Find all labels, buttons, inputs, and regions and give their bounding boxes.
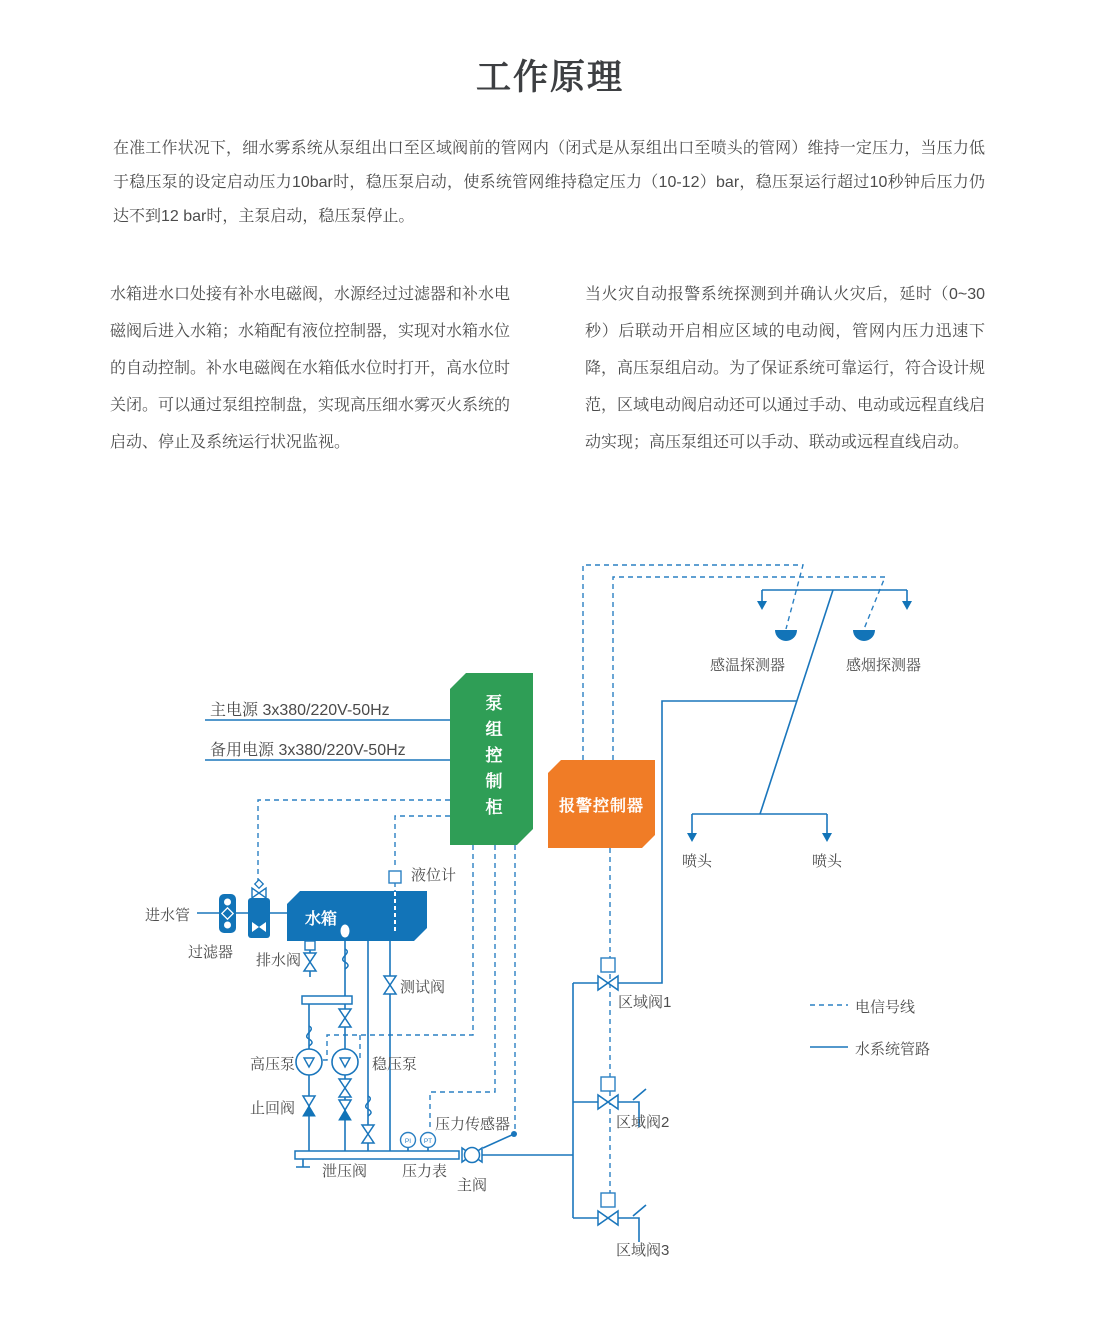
hp-pump-label: 高压泵: [250, 1056, 296, 1073]
level-gauge-label: 液位计: [411, 867, 457, 884]
pump-manifold: [295, 1151, 459, 1159]
pressure-gauge-label: 压力表: [402, 1163, 448, 1180]
page-title: 工作原理: [475, 58, 624, 97]
relief-valve-label: 泄压阀: [322, 1163, 368, 1180]
solenoid-valve-symbol: [248, 880, 270, 938]
lower-sprinkler-branch: [692, 814, 827, 833]
pressure-gauge-pi: [401, 1133, 416, 1148]
inlet-pipe-label: 进水管: [145, 907, 191, 924]
intro-paragraph: 在准工作状况下，细水雾系统从泵组出口至区域阀前的管网内（闭式是从泵组出口至喷头的管网）维持一定压力，当压力低于稳压泵的设定启动压力10bar时，稳压泵启动，使系统管网维持稳定压力（10-12）bar，稳压泵运行超过10秒钟后压力仍达不到12 bar时，主泵启动，稳压泵停止。: [113, 140, 985, 225]
level-gauge-head: [389, 871, 401, 883]
sprinkler-diagonal: [760, 590, 833, 814]
check-valve-label: 止回阀: [250, 1100, 296, 1117]
drain-valve-symbol: [304, 953, 316, 971]
stab-pump-symbol: [332, 1049, 358, 1075]
test-valve-label: 测试阀: [400, 979, 446, 996]
tank-outlet-port: [341, 925, 350, 938]
main-valve-symbol: [462, 1148, 482, 1163]
legend-water-label: 水系统管路: [855, 1041, 931, 1058]
svg-text:PT: PT: [423, 1138, 433, 1145]
filter-label: 过滤器: [188, 944, 234, 961]
zone-valve2-symbol: [598, 1077, 618, 1109]
nozzle-label-left: 喷头: [682, 853, 713, 870]
smoke-detector-icon: [853, 630, 875, 641]
zone3-branch: [573, 1205, 646, 1242]
zone-valve1-label: 区域阀1: [618, 994, 672, 1011]
nozzle-arrow-top-right: [902, 601, 912, 610]
nozzle-arrow-right: [822, 833, 832, 842]
nozzle-label-right: 喷头: [812, 853, 843, 870]
backup-power-label: 备用电源 3x380/220V-50Hz: [210, 742, 406, 759]
drain-stub: [305, 941, 315, 950]
top-sprinkler-branch: [762, 590, 907, 601]
stab-outlet-valve: [339, 1079, 351, 1097]
hp-pump-symbol: [296, 1049, 322, 1075]
signal-lines: [258, 565, 885, 1193]
pressure-gauge-pt: [421, 1133, 436, 1148]
hp-check-valve-symbol: [303, 1096, 315, 1116]
heat-detector-label: 感温探测器: [710, 657, 786, 674]
pump-cabinet-label: 泵组控制柜: [482, 694, 502, 824]
nozzle-arrow-left: [687, 833, 697, 842]
zone-valve1-symbol: [598, 958, 618, 990]
suction-header: [302, 996, 352, 1004]
alarm-controller-label: 报警控制器: [558, 797, 644, 815]
drain-valve-label: 排水阀: [256, 952, 302, 969]
relief-valve-symbol: [362, 1125, 374, 1143]
signal-level-gauge: [395, 816, 450, 869]
manifold-anchor: [296, 1159, 310, 1167]
test-valve-symbol: [384, 976, 396, 994]
main-valve-label: 主阀: [457, 1177, 488, 1194]
pressure-sensor-dot: [511, 1131, 517, 1137]
left-column-paragraph: 水箱进水口处接有补水电磁阀，水源经过过滤器和补水电磁阀后进入水箱；水箱配有液位控制器，实现对水箱水位的自动控制。补水电磁阀在水箱低水位时打开，高水位时关闭。可以通过泵组控制盘，实现高压细水雾灭火系统的启动、停止及系统运行状况监视。: [110, 286, 511, 451]
stab-inlet-valve: [339, 1009, 351, 1027]
nozzle-arrow-top-left: [757, 601, 767, 610]
sensor-tap-line: [483, 1134, 514, 1148]
pressure-sensor-label: 压力传感器: [435, 1116, 511, 1133]
signal-stab-pump: [358, 1035, 360, 1060]
water-tank-label: 水箱: [305, 911, 338, 928]
svg-text:PI: PI: [404, 1138, 412, 1145]
heat-detector-icon: [775, 630, 797, 641]
main-power-label: 主电源 3x380/220V-50Hz: [210, 702, 390, 719]
smoke-detector-label: 感烟探测器: [846, 657, 922, 674]
filter-symbol: [219, 894, 236, 933]
zone-valve3-label: 区域阀3: [616, 1242, 670, 1259]
right-column-paragraph: 当火灾自动报警系统探测到并确认火灾后，延时（0~30秒）后联动开启相应区域的电动阀，管网内压力迅速下降，高压泵组启动。为了保证系统可靠运行，符合设计规范，区域电动阀启动还可以通过手动、电动或远程直线启动实现；高压泵组还可以手动、联动或远程直线启动。: [585, 286, 986, 451]
stab-check-valve-symbol: [339, 1100, 351, 1120]
stab-pump-label: 稳压泵: [372, 1056, 418, 1073]
zone-valve2-label: 区域阀2: [616, 1114, 670, 1131]
zone-valve3-symbol: [598, 1193, 618, 1225]
legend-signal-label: 电信号线: [855, 999, 916, 1016]
